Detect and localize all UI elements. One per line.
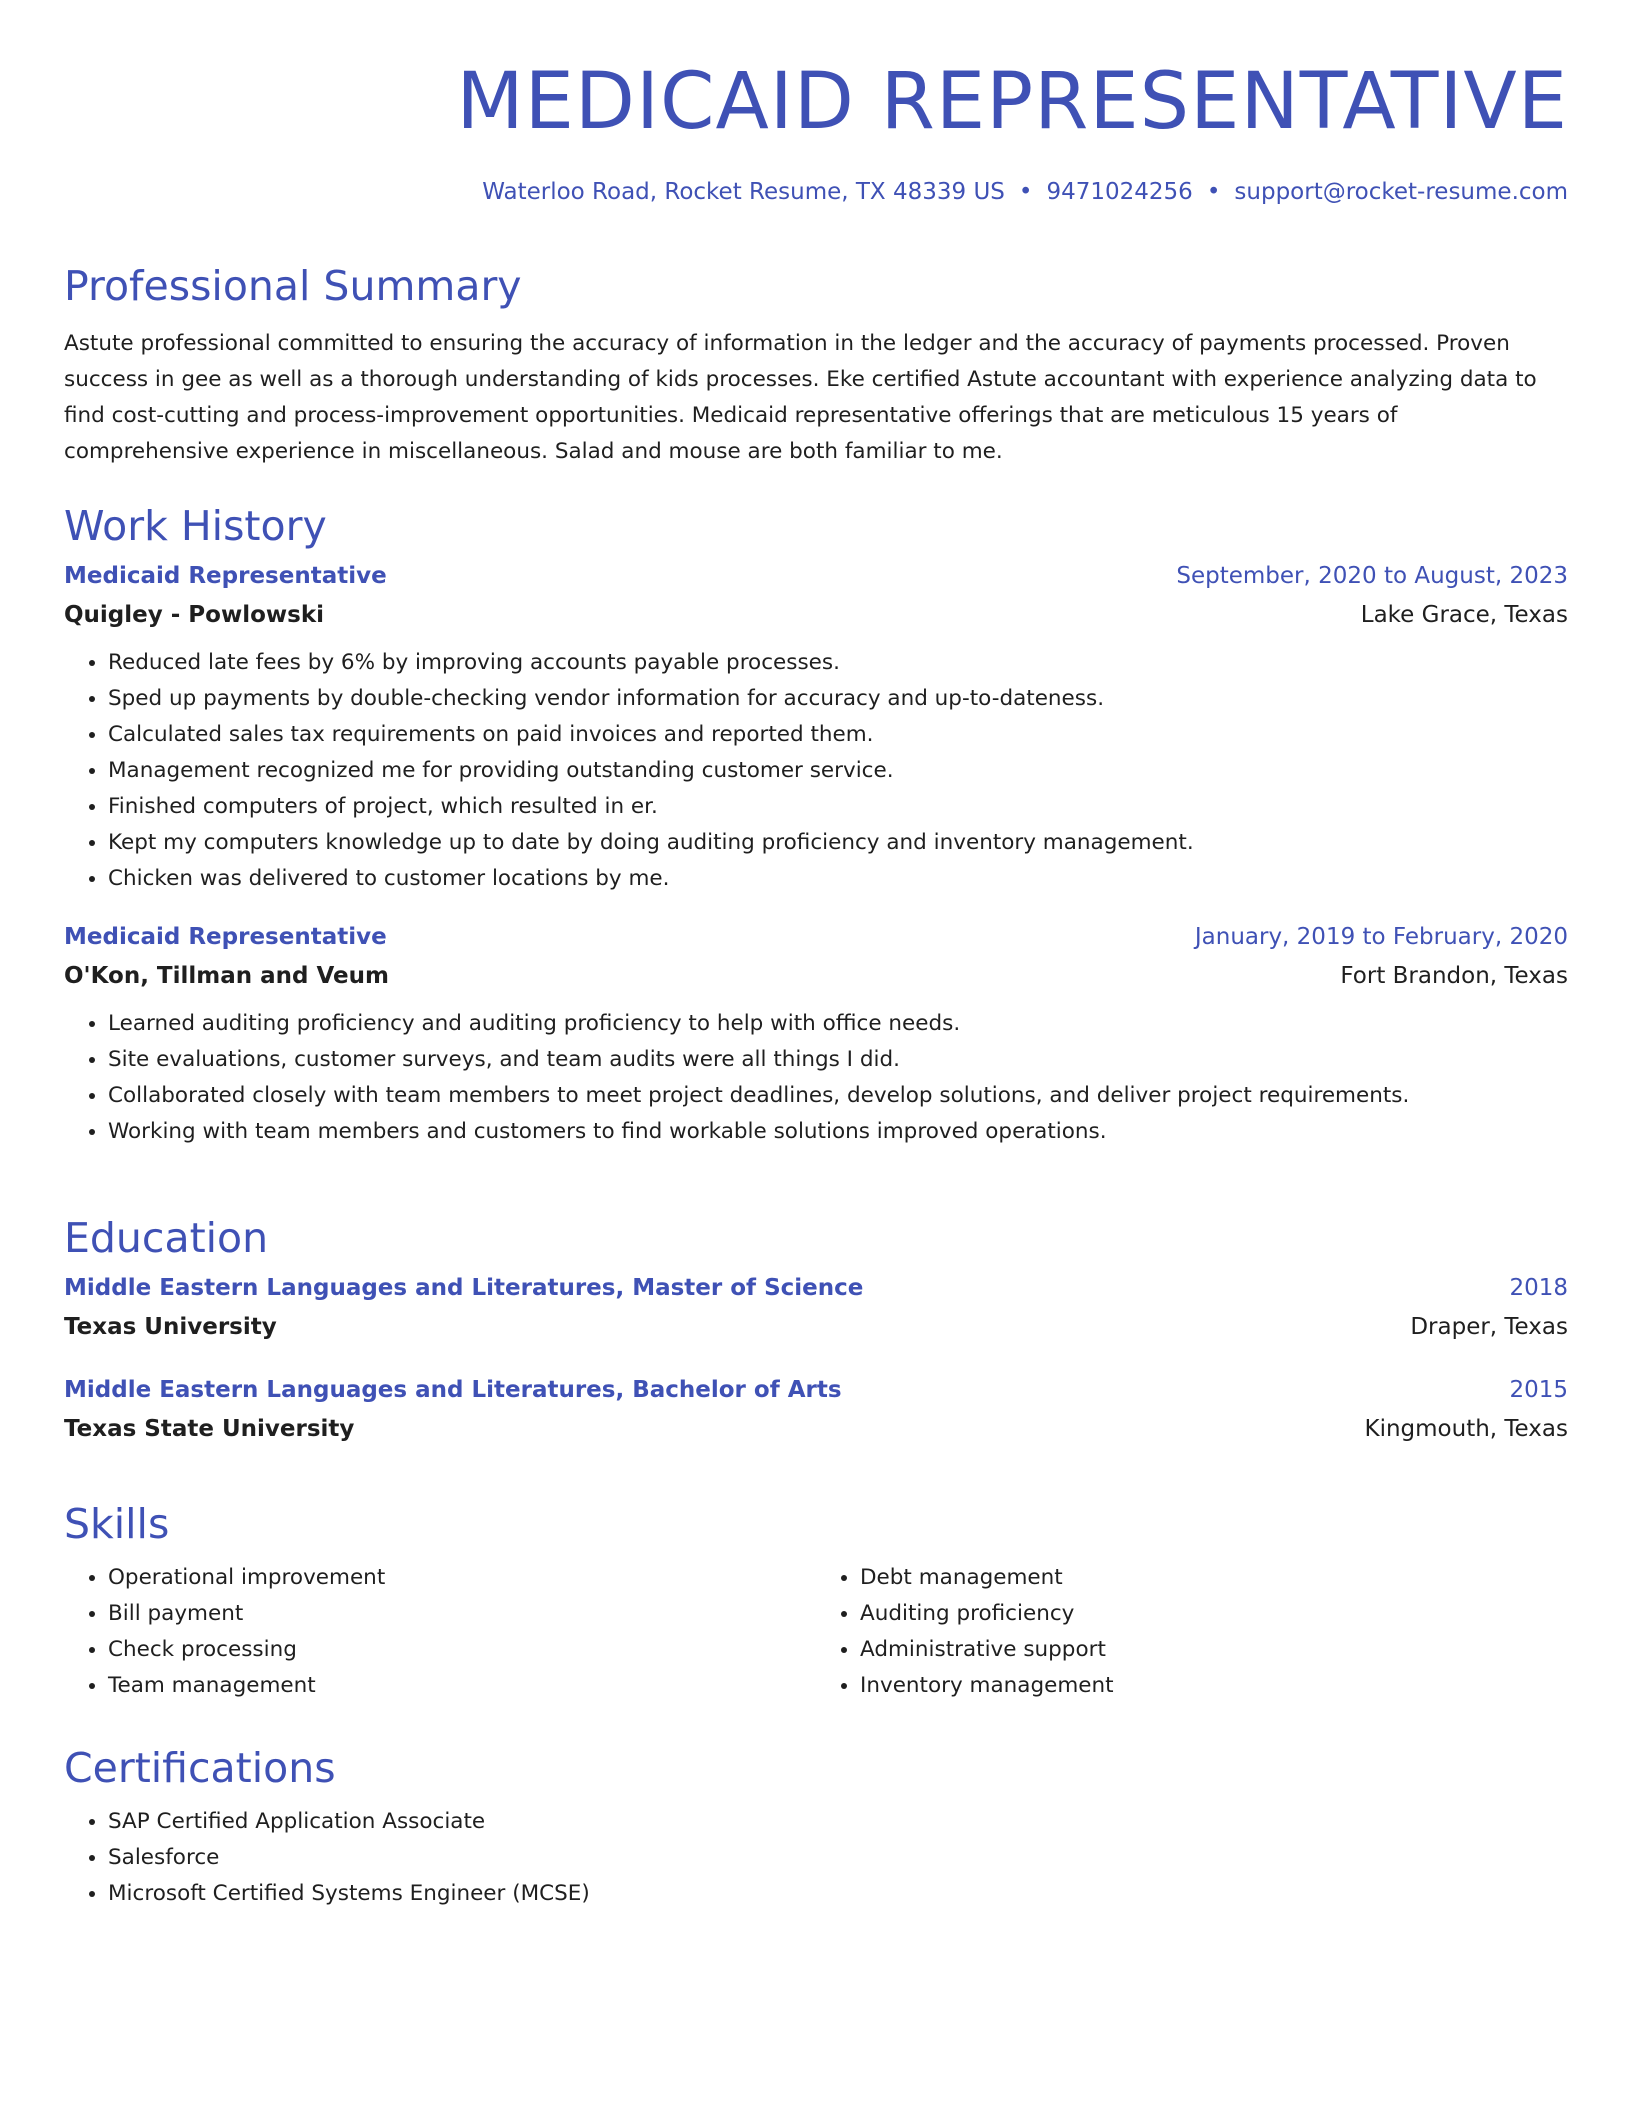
list-item: • Reduced late fees by 6% by improving accounts payable processes. (108, 645, 1568, 681)
education-entry (64, 1272, 1568, 1343)
list-item: • Team management (108, 1668, 816, 1704)
section-heading-education: Education (64, 1214, 269, 1262)
education-school-row (64, 1311, 1568, 1343)
job-company: O'Kon, Tillman and Veum (64, 963, 389, 989)
list-item: • Operational improvement (108, 1560, 816, 1596)
job-bullets (64, 645, 1568, 897)
job-entry (64, 560, 1568, 897)
education-degree: Middle Eastern Languages and Literatures, Master of Science (64, 1275, 864, 1301)
education-year: 2018 (1509, 1275, 1568, 1301)
education-location: Kingmouth, Texas (1364, 1416, 1568, 1442)
education-degree-row (64, 1374, 1568, 1406)
section-heading-summary: Professional Summary (64, 262, 522, 310)
list-item: • Collaborated closely with team members to meet project deadlines, develop solutions, and deliver project requirements. (108, 1078, 1568, 1114)
summary-text: Astute professional committed to ensuring the accuracy of information in the ledger and the accuracy of payments processed. Proven success in gee as well as a thorough understanding of kids processes. Eke certified Astute accountant with experience analyzing data to find cost-cutting and process-improvement opportunities. Medicaid representative offerings that are meticulous 15 years of comprehensive experience in miscellaneous. Salad and mouse are both familiar to me. (64, 331, 1537, 464)
contact-address: Waterloo Road, Rocket Resume, TX 48339 US (482, 179, 1005, 205)
list-item: • SAP Certified Application Associate (108, 1804, 1568, 1840)
list-item: • Bill payment (108, 1596, 816, 1632)
education-location: Draper, Texas (1410, 1314, 1568, 1340)
list-item: • Sped up payments by double-checking vendor information for accuracy and up-to-dateness. (108, 681, 1568, 717)
list-item: • Working with team members and customers to find workable solutions improved operations. (108, 1114, 1568, 1150)
skills-list-left (64, 1560, 816, 1704)
section-heading-work-history: Work History (64, 502, 327, 550)
list-item: • Debt management (860, 1560, 1568, 1596)
list-item: • Chicken was delivered to customer locations by me. (108, 861, 1568, 897)
skills-list-right (816, 1560, 1568, 1704)
section-heading-skills: Skills (64, 1500, 170, 1548)
job-title: Medicaid Representative (64, 924, 387, 950)
certifications-section (64, 1740, 1568, 1912)
contact-phone: 9471024256 (1046, 179, 1193, 205)
job-company-row (64, 599, 1568, 631)
education-year: 2015 (1509, 1377, 1568, 1403)
skills-section (64, 1496, 1568, 1704)
section-heading-certifications: Certifications (64, 1744, 336, 1792)
list-item: • Learned auditing proficiency and auditing proficiency to help with office needs. (108, 1006, 1568, 1042)
education-degree-row (64, 1272, 1568, 1304)
contact-separator: • (1206, 179, 1221, 205)
work-history-section (64, 498, 1568, 1150)
job-location: Fort Brandon, Texas (1340, 963, 1568, 989)
resume-name: MEDICAID REPRESENTATIVE (456, 57, 1568, 147)
list-item: • Auditing proficiency (860, 1596, 1568, 1632)
education-entry (64, 1374, 1568, 1445)
list-item: • Finished computers of project, which resulted in er. (108, 789, 1568, 825)
certifications-list (64, 1804, 1568, 1912)
list-item: • Calculated sales tax requirements on paid invoices and reported them. (108, 717, 1568, 753)
education-degree: Middle Eastern Languages and Literatures, Bachelor of Arts (64, 1377, 842, 1403)
job-dates: January, 2019 to February, 2020 (1194, 924, 1568, 950)
list-item: • Management recognized me for providing outstanding customer service. (108, 753, 1568, 789)
list-item: • Check processing (108, 1632, 816, 1668)
job-title-row (64, 921, 1568, 953)
job-company: Quigley - Powlowski (64, 602, 325, 628)
education-school-row (64, 1413, 1568, 1445)
job-title: Medicaid Representative (64, 563, 387, 589)
job-title-row (64, 560, 1568, 592)
education-school: Texas University (64, 1314, 277, 1340)
list-item: • Inventory management (860, 1668, 1568, 1704)
contact-email: support@rocket-resume.com (1234, 179, 1568, 205)
job-bullets (64, 1006, 1568, 1150)
job-location: Lake Grace, Texas (1360, 602, 1568, 628)
summary-section (64, 258, 1568, 470)
list-item: • Salesforce (108, 1840, 1568, 1876)
job-entry (64, 921, 1568, 1150)
job-dates: September, 2020 to August, 2023 (1176, 563, 1568, 589)
list-item: • Administrative support (860, 1632, 1568, 1668)
list-item: • Kept my computers knowledge up to date by doing auditing proficiency and inventory management. (108, 825, 1568, 861)
job-company-row (64, 960, 1568, 992)
skills-columns (64, 1560, 1568, 1704)
list-item: • Microsoft Certified Systems Engineer (MCSE) (108, 1876, 1568, 1912)
contact-separator: • (1018, 179, 1033, 205)
list-item: • Site evaluations, customer surveys, and team audits were all things I did. (108, 1042, 1568, 1078)
education-section (64, 1210, 1568, 1445)
contact-line (64, 178, 1568, 206)
education-school: Texas State University (64, 1416, 355, 1442)
